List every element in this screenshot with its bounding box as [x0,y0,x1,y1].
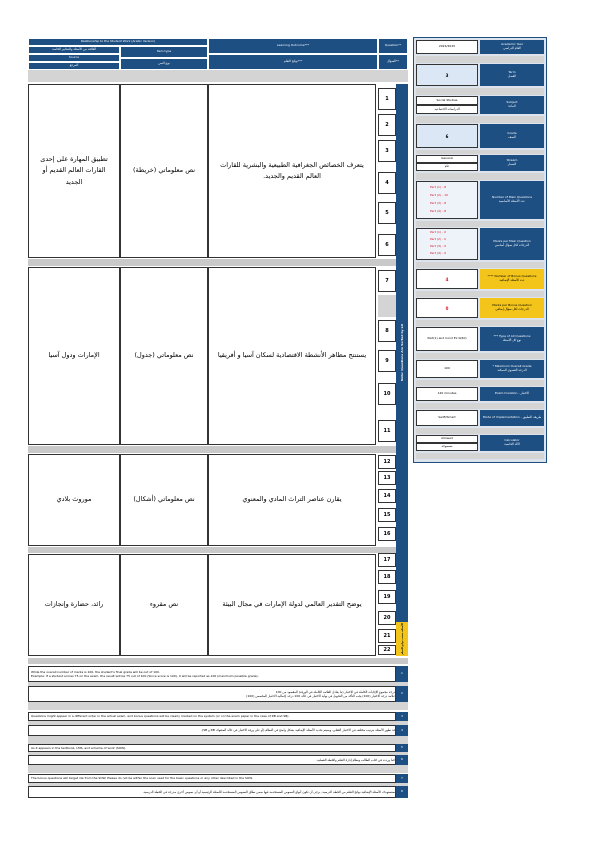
note-1-line1: While the overall number of marks is 100, the student's final grade will be out of 100. [31,669,160,674]
side-calculator-label [480,435,544,451]
side-academic-year-label [480,40,544,54]
note-5-marker: 5 [396,744,408,752]
vertical-note-text: Note: Questions Are Sorted by LO [400,324,404,382]
side-subject-label-en: Subject [506,100,518,105]
side-academic-year-value: 2024/2025 [416,40,478,54]
side-marks-label-ar: الدرجات لكل سؤال أساسي [494,243,530,247]
note-3 [28,712,396,721]
side-subject-value-en: Social Studies [416,96,478,105]
note-8 [28,786,396,798]
question-number: 10 [378,383,396,405]
note-2-line1: درجة مجموع الإجابات الكاملة في الاختبار (ما يعادل العلامة الكاملة في الورقة) المقصود من 100 [275,689,395,694]
group4-source: رائد، حضارة وإنجازات [28,554,120,656]
note-7 [28,774,396,783]
side-spacer [416,88,544,95]
side-spacer [416,353,544,359]
note-5-line1: As it appears in the textbook, LMS, and scheme of work (SOW). [31,745,127,750]
side-grade-label-ar: الصف [508,135,516,139]
side-marks-part4: Part (4) - 0 [430,251,447,255]
header-source-line2: العلاقة بين الأسئلة والمعايير الخاصة [28,46,120,54]
note-5 [28,744,396,752]
side-academic-year-label-en: Academic Year [501,42,523,47]
side-maxgrade-label-ar: الدرجة القصوى الممكنة [497,368,527,372]
side-marks-label-en: Marks per Main Question [493,239,531,244]
side-maxgrade-value: 100 [416,360,478,378]
side-spacer [416,116,544,123]
question-number: 18 [378,570,396,584]
question-number: 14 [378,489,396,503]
side-calculator-value-ar: مسموحة [416,443,478,451]
question-number: 11 [378,420,396,442]
note-2-marker: 2 [396,686,408,702]
side-spacer [416,320,544,326]
note-1-line2: Example: If a student scores 75 on the exam, the result will be 75 out of 100 (Since score is 100), it will be reported as 100 (maximum possible grade). [31,674,259,678]
group3-type: نص معلوماتي (أشكال) [120,454,208,546]
header-type-ar: نوع النص [120,58,208,70]
vertical-note-bar [396,84,408,622]
note-6-marker: 6 [396,755,408,765]
header-type-en: Item type [120,46,208,58]
side-bonus-marks-value: 0 [416,298,478,318]
side-main-q-part4: Part (4) - 8 [430,209,447,213]
side-stream-label-en: Stream [506,158,518,163]
question-number: 15 [378,508,396,522]
side-subject-label-ar: المادة [508,104,516,108]
side-main-q-part1: Part (1) - 8 [430,185,447,189]
side-marks-part1: Part (1) - 0 [430,230,447,234]
note-2 [28,686,396,702]
question-number: 2 [378,114,396,136]
side-spacer [416,380,544,386]
note-8-marker: 8 [396,786,408,798]
note-8-line1: ستستهدف الأسئلة الإضافية نواتج التعلم من الخطة الدرسية. يرجى أن تكون أنواع النصوص المستخدمة فيها ضمن نطاق النصوص المستخدمة للأسئلة الرئيسية أو أي نصوص أخرى مدرجة في الخطة الدرسية. [142,789,395,794]
side-subject-value-ar: الدراسات الاجتماعية [416,105,478,114]
side-bonus-count-label [480,269,544,289]
group1-source: تطبيق المهارة على إحدى القارات العالم القديم أو الجديد [28,84,120,258]
question-number: 13 [378,471,396,485]
side-spacer [416,56,544,63]
note-7-marker: 7 [396,774,408,783]
side-term-label-ar: الفصل [507,74,517,78]
note-4-marker: 4 [396,725,408,736]
side-mode-label: Mode of Implementation - طريقة التطبيق [480,410,544,426]
side-subject-label [480,96,544,114]
group2-learning-outcome: يستنتج مظاهر الأنشطة الاقتصادية لسكان آسيا و أفريقيا [208,267,376,445]
note-spacer [28,765,408,773]
header-separator [28,70,408,82]
side-spacer [416,291,544,297]
side-bonus-count-label-ar: عدد الأسئلة الإضافية [499,278,525,282]
question-number: 1 [378,88,396,110]
group2-type: نص معلوماتي (جدول) [120,267,208,445]
question-number: 17 [378,553,396,567]
side-term-label [480,64,544,86]
side-main-questions-label-ar: عدد الأسئلة الأساسية [498,199,526,203]
side-qtype-label-ar: نوع كل الأسئلة [502,338,522,342]
group-separator [28,547,396,553]
note-2-line2: علامة درجة الاختبار (100) يجب التأكد من التحويل في نهاية الاختبار في حالة 100 درجة إجمالية الاختبار المخصص (100) [246,694,395,698]
question-number: 8 [378,320,396,342]
side-term-label-en: Term [508,70,516,75]
side-bonus-count-value: 4 [416,269,478,289]
side-main-questions-label-en: Number of Main Questions [492,195,532,200]
header-question-en: Question** [378,38,408,54]
header-source-line1: Relationship to the Student Work (Arabic Version) [28,38,208,46]
note-1 [28,666,396,682]
side-duration-value: 120 minutes [416,387,478,401]
note-spacer [28,702,408,710]
question-number: 22 [378,645,396,655]
question-number: 20 [378,611,396,625]
side-academic-year-label-ar: العام الدراسي [503,46,521,50]
question-number: 9 [378,350,396,372]
side-marks-label [480,228,544,260]
side-qtype-label-en: *** Type of All Questions [493,334,531,339]
side-term-value: 3 [416,64,478,86]
note-6-line1: كما وردت في كتاب الطالب ونظام إدارة التعلم والخطة الفصلية. [316,757,395,762]
side-duration-label: Exam Duration - الاختبار [480,387,544,401]
side-qtype-value: Part(1) and Cond Ex 0(60) [416,327,478,351]
question-number: 16 [378,527,396,541]
side-spacer [416,221,544,227]
side-spacer [416,173,544,180]
side-bonus-marks-label-en: Marks per Bonus Question [492,303,532,308]
question-number: 7 [378,270,396,292]
side-grade-label-en: Grade [507,131,517,136]
side-main-questions-label [480,181,544,219]
side-marks-part3: Part (3) - 0 [430,244,447,248]
side-grade-value: 6 [416,124,478,148]
side-main-q-part2: Part (2) - 10 [430,193,448,197]
question-number: 3 [378,140,396,162]
side-stream-label-ar: المسار [507,162,517,166]
side-stream-value-ar: عام [416,163,478,171]
vertical-note-bar-gold [396,622,408,656]
note-7-line1: The bonus questions will target ide from the SOW. Please do not be within the scan used for the basic questions or any other described in the SOW. [31,776,253,781]
question-number: 5 [378,202,396,224]
header-source-ar: المرجع [28,62,120,70]
group1-type: نص معلوماتي (خريطة) [120,84,208,258]
side-spacer [416,262,544,268]
header-question-ar: السؤال** [378,54,408,70]
side-spacer [416,150,544,154]
group3-source: موروث بلادي [28,454,120,546]
question-number: 21 [378,629,396,643]
header-source-en: Source [28,54,120,62]
side-mode-value: Swift/Smart [416,410,478,426]
note-3-marker: 3 [396,712,408,721]
side-stream-label [480,155,544,171]
side-maxgrade-label-en: * Maximum Overall Grade [492,364,532,369]
side-bonus-marks-label [480,298,544,318]
question-number: 12 [378,455,396,469]
question-number: 19 [378,590,396,604]
side-calculator-value-en: Allowed [416,435,478,443]
notes-separator [28,658,408,664]
side-calculator-label-en: Calculator [504,438,520,443]
group1-learning-outcome: يتعرف الخصائص الجغرافية الطبيعية والبشرية للقارات العالم القديم والجديد. [208,84,376,258]
group3-learning-outcome: يقارن عناصر التراث المادي والمعنوي [208,454,376,546]
note-spacer [28,736,408,744]
header-lo-en: Learning Outcome*** [208,38,378,54]
side-maxgrade-label [480,360,544,378]
group4-learning-outcome: يوضح التقدير العالمي لدولة الإمارات في مجال البيئة [208,554,376,656]
group2-source: الإمارات ودول آسيا [28,267,120,445]
side-spacer [416,403,544,409]
side-stream-value-en: General [416,155,478,163]
group4-type: نص مقروء [120,554,208,656]
side-bonus-count-label-en: **** Number of Bonus Questions [487,274,537,279]
side-spacer [416,428,544,434]
side-marks-part2: Part (2) - 0 [430,237,447,241]
note-4-line1: قد تظهر الأسئلة بترتيب مختلف في الاختبار الفعلي، وسيتم تحديد الأسئلة الإضافية بشكل واضح في النظام (أو على ورقة الاختبار في حالة الصفوف RB و SB). [201,728,395,733]
side-bonus-marks-label-ar: الدرجات لكل سؤال إضافي [495,307,529,311]
group-separator [28,259,396,266]
side-main-q-part3: Part (3) - 8 [430,201,447,205]
question-number: 4 [378,172,396,194]
header-lo-ar: نواتج التعلم*** [208,54,378,70]
question-number: 6 [378,234,396,256]
note-1-marker: 1 [396,666,408,682]
question-gap [378,295,396,317]
note-4 [28,725,396,736]
side-grade-label [480,124,544,148]
group-separator [28,446,396,453]
note-6 [28,755,396,765]
side-calculator-label-ar: الآلة الحاسبة [504,442,520,446]
vertical-note-gold-text: الأسئلة حسب نواتج التعلم [400,623,404,655]
side-qtype-label [480,327,544,351]
side-spacer [416,453,544,459]
note-3-line1: Questions might appear in a different order in the actual exam, and bonus questions will be clearly marked on the system (or on the exam paper in the case of RB and SB). [31,714,290,719]
